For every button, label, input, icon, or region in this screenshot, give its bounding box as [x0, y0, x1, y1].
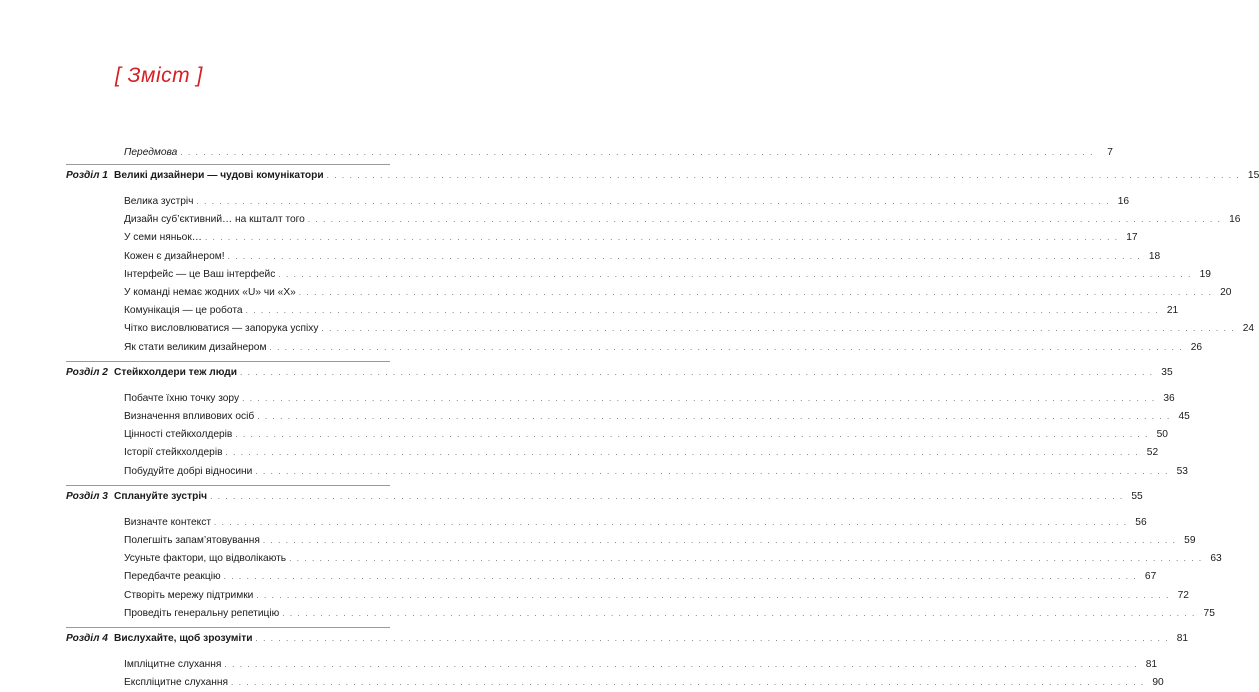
- toc-item-page-number: 21: [1166, 305, 1179, 317]
- toc-item-label: Усуньте фактори, що відволікають: [124, 553, 287, 565]
- toc-item: [124, 320, 1255, 338]
- chapter-entry-label: Великі дизайнери — чудові комунікатори: [114, 170, 324, 181]
- chapter-entry-label: Сплануйте зустріч: [114, 490, 208, 502]
- toc-item-label: Побудуйте добрі відносини: [124, 465, 253, 477]
- toc-item-label: Побачте їхню точку зору: [124, 392, 240, 404]
- dot-leader: . . . . . . . . . . . . . . . . . . . . . . . . . . . . . . . . . . . . . . . . . . . . . . . . . . . . . . . . . . . . . . . . . . . . . . . . . . . . . . . . . . . . . . . . . . . . . . . . . . . . . . . . . . . . . . . . . . . . . . . .: [326, 171, 1241, 180]
- dot-leader: . . . . . . . . . . . . . . . . . . . . . . . . . . . . . . . . . . . . . . . . . . . . . . . . . . . . . . . . . . . . . . . . . . . . . . . . . . . . . . . . . . . . . . . . . . . . . . . . . . . . . . . . . . . . . . . . . . . . . . . .: [224, 660, 1139, 669]
- toc-item-page-number: 24: [1242, 323, 1255, 335]
- toc-item-row: [0, 284, 1232, 302]
- toc-item-page-number: 72: [1177, 589, 1189, 601]
- toc-item: [124, 302, 1179, 320]
- section-label: Розділ 2: [66, 366, 108, 378]
- toc-item-page-number: 20: [1220, 287, 1232, 298]
- dot-leader: . . . . . . . . . . . . . . . . . . . . . . . . . . . . . . . . . . . . . . . . . . . . . . . . . . . . . . . . . . . . . . . . . . . . . . . . . . . . . . . . . . . . . . . . . . . . . . . . . . . . . . . . . . . . . . . . . . . . . . . .: [256, 590, 1170, 600]
- chapter-entry-page-number: 35: [1161, 366, 1173, 378]
- toc-item: [124, 568, 1157, 586]
- section-label: Розділ 4: [66, 633, 108, 644]
- dot-leader: . . . . . . . . . . . . . . . . . . . . . . . . . . . . . . . . . . . . . . . . . . . . . . . . . . . . . . . . . . . . . . . . . . . . . . . . . . . . . . . . . . . . . . . . . . . . . . . . . . . . . . . . . . . . . . . . . . . . . . . .: [255, 634, 1170, 643]
- toc-item-row: [0, 193, 1130, 211]
- toc-item-page-number: 45: [1178, 411, 1190, 422]
- toc-item-row: [0, 302, 1179, 320]
- chapter-row: [0, 630, 1189, 648]
- dot-leader: . . . . . . . . . . . . . . . . . . . . . . . . . . . . . . . . . . . . . . . . . . . . . . . . . . . . . . . . . . . . . . . . . . . . . . . . . . . . . . . . . . . . . . . . . . . . . . . . . . . . . . . . . . . . . . . . . . . . . . . .: [269, 342, 1184, 352]
- toc-item: [124, 444, 1159, 462]
- dot-leader: . . . . . . . . . . . . . . . . . . . . . . . . . . . . . . . . . . . . . . . . . . . . . . . . . . . . . . . . . . . . . . . . . . . . . . . . . . . . . . . . . . . . . . . . . . . . . . . . . . . . . . . . . . . . . . . . . . . . . . . .: [262, 536, 1177, 545]
- toc-item: [124, 532, 1196, 550]
- toc-item-page-number: 50: [1156, 429, 1168, 441]
- toc-item-page-number: 75: [1203, 607, 1215, 619]
- dot-leader: . . . . . . . . . . . . . . . . . . . . . . . . . . . . . . . . . . . . . . . . . . . . . . . . . . . . . . . . . . . . . . . . . . . . . . . . . . . . . . . . . . . . . . . . . . . . . . . . . . . . . . . . . . . . . . . . . . . . . . . .: [225, 448, 1140, 458]
- toc-item: [124, 514, 1147, 532]
- toc-title: [ Зміст ]: [115, 64, 203, 87]
- toc-item-page-number: 26: [1190, 341, 1203, 353]
- preface-entry-page-number: 7: [1107, 147, 1113, 158]
- toc-item-label: Кожен є дизайнером!: [124, 250, 225, 262]
- toc-item-row: [0, 320, 1255, 338]
- dot-leader: . . . . . . . . . . . . . . . . . . . . . . . . . . . . . . . . . . . . . . . . . . . . . . . . . . . . . . . . . . . . . . . . . . . . . . . . . . . . . . . . . . . . . . . . . . . . . . . . . . . . . . . . . . . . . . . . . . . . . . . .: [235, 430, 1149, 440]
- chapter-entry-label: Вислухайте, щоб зрозуміти: [114, 633, 253, 644]
- toc-item-row: [0, 674, 1164, 692]
- dot-leader: . . . . . . . . . . . . . . . . . . . . . . . . . . . . . . . . . . . . . . . . . . . . . . . . . . . . . . . . . . . . . . . . . . . . . . . . . . . . . . . . . . . . . . . . . . . . . . . . . . . . . . . . . . . . . . . . . . . . . . . .: [321, 324, 1236, 334]
- toc-item-page-number: 81: [1145, 659, 1158, 670]
- preface-entry: [124, 144, 1113, 162]
- dot-leader: . . . . . . . . . . . . . . . . . . . . . . . . . . . . . . . . . . . . . . . . . . . . . . . . . . . . . . . . . . . . . . . . . . . . . . . . . . . . . . . . . . . . . . . . . . . . . . . . . . . . . . . . . . . . . . . . . . . . . . . .: [255, 466, 1169, 476]
- toc-item-row: [0, 211, 1241, 229]
- dot-leader: . . . . . . . . . . . . . . . . . . . . . . . . . . . . . . . . . . . . . . . . . . . . . . . . . . . . . . . . . . . . . . . . . . . . . . . . . . . . . . . . . . . . . . . . . . . . . . . . . . . . . . . . . . . . . . . . . . . . . . . .: [227, 251, 1142, 261]
- section-divider: [66, 627, 390, 628]
- dot-leader: . . . . . . . . . . . . . . . . . . . . . . . . . . . . . . . . . . . . . . . . . . . . . . . . . . . . . . . . . . . . . . . . . . . . . . . . . . . . . . . . . . . . . . . . . . . . . . . . . . . . . . . . . . . . . . . . . . . . . . . .: [214, 517, 1128, 527]
- chapter-entry: [114, 488, 1143, 506]
- dot-leader: . . . . . . . . . . . . . . . . . . . . . . . . . . . . . . . . . . . . . . . . . . . . . . . . . . . . . . . . . . . . . . . . . . . . . . . . . . . . . . . . . . . . . . . . . . . . . . . . . . . . . . . . . . . . . . . . . . . . . . . .: [242, 393, 1156, 403]
- toc-item-label: У команді немає жодних «U» чи «X»: [124, 287, 296, 298]
- toc-item: [124, 193, 1130, 211]
- toc-item-label: Створіть мережу підтримки: [124, 589, 254, 601]
- toc-item: [124, 248, 1161, 266]
- toc-item-row: [0, 248, 1161, 266]
- toc-item: [124, 284, 1232, 302]
- toc-item-label: Чітко висловлюватися — запорука успіху: [124, 323, 319, 335]
- dot-leader: . . . . . . . . . . . . . . . . . . . . . . . . . . . . . . . . . . . . . . . . . . . . . . . . . . . . . . . . . . . . . . . . . . . . . . . . . . . . . . . . . . . . . . . . . . . . . . . . . . . . . . . . . . . . . . . . . . . . . . . .: [282, 608, 1196, 618]
- dot-leader: . . . . . . . . . . . . . . . . . . . . . . . . . . . . . . . . . . . . . . . . . . . . . . . . . . . . . . . . . . . . . . . . . . . . . . . . . . . . . . . . . . . . . . . . . . . . . . . . . . . . . . . . . . . . . . . . . . . . . . . .: [240, 367, 1154, 377]
- dot-leader: . . . . . . . . . . . . . . . . . . . . . . . . . . . . . . . . . . . . . . . . . . . . . . . . . . . . . . . . . . . . . . . . . . . . . . . . . . . . . . . . . . . . . . . . . . . . . . . . . . . . . . . . . . . . . . . . . . . . . . . .: [196, 197, 1111, 206]
- section-label: Розділ 1: [66, 170, 108, 181]
- dot-leader: . . . . . . . . . . . . . . . . . . . . . . . . . . . . . . . . . . . . . . . . . . . . . . . . . . . . . . . . . . . . . . . . . . . . . . . . . . . . . . . . . . . . . . . . . . . . . . . . . . . . . . . . . . . . . . . . . . . . . . . .: [231, 678, 1145, 688]
- toc-item: [124, 605, 1215, 623]
- chapter-entry-page-number: 15: [1247, 170, 1259, 181]
- toc-item-label: Як стати великим дизайнером: [124, 341, 267, 353]
- toc-item-label: Експліцитне слухання: [124, 677, 229, 689]
- toc-item: [124, 587, 1189, 605]
- toc-item-row: [0, 605, 1215, 623]
- dot-leader: . . . . . . . . . . . . . . . . . . . . . . . . . . . . . . . . . . . . . . . . . . . . . . . . . . . . . . . . . . . . . . . . . . . . . . . . . . . . . . . . . . . . . . . . . . . . . . . . . . . . . . . . . . . . . . . . . . . . . . . .: [180, 148, 1094, 157]
- toc-item-row: [0, 390, 1175, 408]
- toc-item-row: [0, 656, 1158, 674]
- dot-leader: . . . . . . . . . . . . . . . . . . . . . . . . . . . . . . . . . . . . . . . . . . . . . . . . . . . . . . . . . . . . . . . . . . . . . . . . . . . . . . . . . . . . . . . . . . . . . . . . . . . . . . . . . . . . . . . . . . . . . . . .: [223, 572, 1138, 582]
- dot-leader: . . . . . . . . . . . . . . . . . . . . . . . . . . . . . . . . . . . . . . . . . . . . . . . . . . . . . . . . . . . . . . . . . . . . . . . . . . . . . . . . . . . . . . . . . . . . . . . . . . . . . . . . . . . . . . . . . . . . . . . .: [257, 412, 1171, 421]
- dot-leader: . . . . . . . . . . . . . . . . . . . . . . . . . . . . . . . . . . . . . . . . . . . . . . . . . . . . . . . . . . . . . . . . . . . . . . . . . . . . . . . . . . . . . . . . . . . . . . . . . . . . . . . . . . . . . . . . . . . . . . . .: [278, 269, 1192, 279]
- toc-item-label: Полегшіть запам’ятовування: [124, 535, 260, 546]
- toc-item-page-number: 19: [1199, 268, 1211, 280]
- toc-item-row: [0, 550, 1222, 568]
- toc-item: [124, 426, 1168, 444]
- toc-item-row: [0, 339, 1203, 357]
- chapter-row: [0, 488, 1143, 506]
- toc-item-row: [0, 408, 1190, 426]
- chapter-entry: [114, 167, 1259, 185]
- toc-item-row: [0, 587, 1189, 605]
- dot-leader: . . . . . . . . . . . . . . . . . . . . . . . . . . . . . . . . . . . . . . . . . . . . . . . . . . . . . . . . . . . . . . . . . . . . . . . . . . . . . . . . . . . . . . . . . . . . . . . . . . . . . . . . . . . . . . . . . . . . . . . .: [289, 554, 1203, 564]
- toc-item-page-number: 90: [1152, 677, 1164, 689]
- toc-item: [124, 656, 1158, 674]
- toc-item-row: [0, 426, 1168, 444]
- toc-item-row: [0, 444, 1159, 462]
- toc-item-label: Історії стейкхолдерів: [124, 447, 223, 459]
- toc-item: [124, 390, 1175, 408]
- toc-item-page-number: 18: [1148, 250, 1161, 262]
- toc-item-page-number: 16: [1117, 196, 1130, 207]
- toc-item-label: У семи няньок…: [124, 232, 202, 244]
- toc-item: [124, 408, 1190, 426]
- toc-item-label: Комунікація — це робота: [124, 305, 243, 317]
- toc-item-page-number: 52: [1146, 447, 1159, 459]
- toc-item-label: Проведіть генеральну репетицію: [124, 607, 280, 619]
- toc-item-page-number: 63: [1210, 553, 1222, 565]
- toc-item-label: Дизайн суб’єктивний… на кшталт того: [124, 214, 305, 226]
- section-divider: [66, 361, 390, 362]
- chapter-entry-page-number: 55: [1131, 490, 1143, 502]
- toc-item-label: Інтерфейс — це Ваш інтерфейс: [124, 268, 276, 280]
- toc-item-label: Імпліцитне слухання: [124, 659, 222, 670]
- dot-leader: . . . . . . . . . . . . . . . . . . . . . . . . . . . . . . . . . . . . . . . . . . . . . . . . . . . . . . . . . . . . . . . . . . . . . . . . . . . . . . . . . . . . . . . . . . . . . . . . . . . . . . . . . . . . . . . . . . . . . . . .: [204, 233, 1119, 243]
- chapter-entry: [114, 364, 1173, 382]
- toc-item-label: Визначення впливових осіб: [124, 411, 255, 422]
- section-label: Розділ 3: [66, 490, 108, 502]
- dot-leader: . . . . . . . . . . . . . . . . . . . . . . . . . . . . . . . . . . . . . . . . . . . . . . . . . . . . . . . . . . . . . . . . . . . . . . . . . . . . . . . . . . . . . . . . . . . . . . . . . . . . . . . . . . . . . . . . . . . . . . . .: [210, 491, 1124, 501]
- toc-item-page-number: 67: [1144, 571, 1157, 583]
- toc-item-label: Цінності стейкхолдерів: [124, 429, 233, 441]
- chapter-row: [0, 167, 1259, 185]
- section-divider: [66, 485, 390, 486]
- toc-item-page-number: 16: [1229, 214, 1241, 226]
- toc-item: [124, 266, 1211, 284]
- toc-item-label: Велика зустріч: [124, 196, 194, 207]
- dot-leader: . . . . . . . . . . . . . . . . . . . . . . . . . . . . . . . . . . . . . . . . . . . . . . . . . . . . . . . . . . . . . . . . . . . . . . . . . . . . . . . . . . . . . . . . . . . . . . . . . . . . . . . . . . . . . . . . . . . . . . . .: [307, 215, 1222, 225]
- toc-item-row: [0, 266, 1211, 284]
- toc-item: [124, 211, 1241, 229]
- toc-item-page-number: 36: [1163, 392, 1175, 404]
- toc-item-row: [0, 532, 1196, 550]
- toc-item: [124, 463, 1188, 481]
- chapter-entry-page-number: 81: [1176, 633, 1189, 644]
- toc-item-row: [0, 463, 1188, 481]
- section-divider: [66, 164, 390, 165]
- toc-item-label: Визначте контекст: [124, 516, 211, 528]
- toc-item-row: [0, 229, 1138, 247]
- preface-entry-label: Передмова: [124, 147, 178, 158]
- toc-item: [124, 550, 1222, 568]
- preface-row: [0, 144, 1113, 162]
- toc-item-label: Передбачте реакцію: [124, 571, 221, 583]
- toc-item: [124, 674, 1164, 692]
- toc-item-page-number: 56: [1135, 516, 1147, 528]
- chapter-row: [0, 364, 1173, 382]
- dot-leader: . . . . . . . . . . . . . . . . . . . . . . . . . . . . . . . . . . . . . . . . . . . . . . . . . . . . . . . . . . . . . . . . . . . . . . . . . . . . . . . . . . . . . . . . . . . . . . . . . . . . . . . . . . . . . . . . . . . . . . . .: [245, 306, 1160, 316]
- toc-item-row: [0, 568, 1157, 586]
- dot-leader: . . . . . . . . . . . . . . . . . . . . . . . . . . . . . . . . . . . . . . . . . . . . . . . . . . . . . . . . . . . . . . . . . . . . . . . . . . . . . . . . . . . . . . . . . . . . . . . . . . . . . . . . . . . . . . . . . . . . . . . .: [298, 288, 1213, 297]
- chapter-entry: [114, 630, 1189, 648]
- toc-item-page-number: 59: [1184, 535, 1196, 546]
- chapter-entry-label: Стейкхолдери теж люди: [114, 366, 238, 378]
- toc-item: [124, 339, 1203, 357]
- toc-item-page-number: 53: [1176, 465, 1188, 477]
- toc-item-page-number: 17: [1126, 232, 1138, 244]
- toc-item-row: [0, 514, 1147, 532]
- toc-item: [124, 229, 1138, 247]
